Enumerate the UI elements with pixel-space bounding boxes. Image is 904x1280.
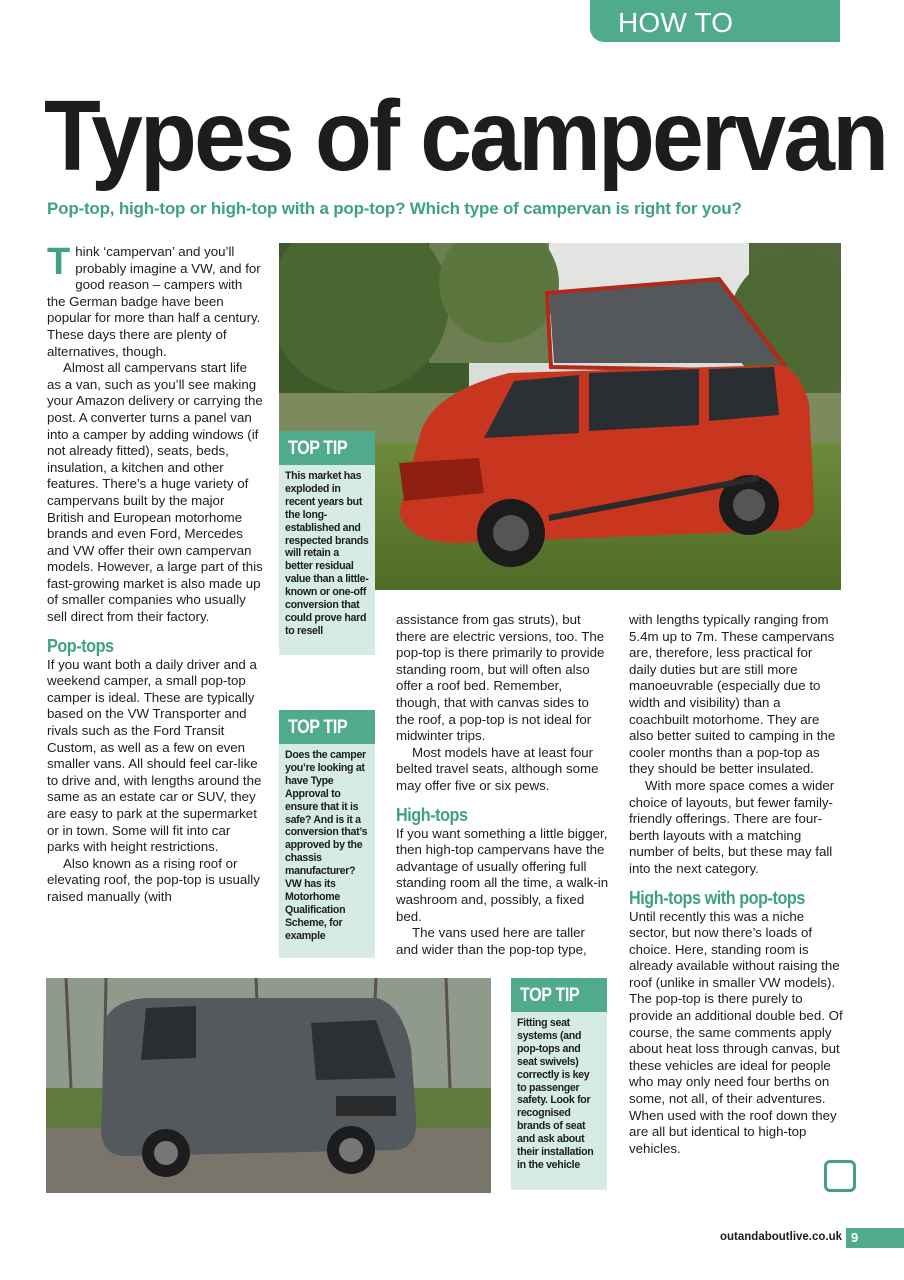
standfirst: Pop-top, high-top or high-top with a pop-top? Which type of campervan is right for you? [47,199,742,218]
poptops-paragraph-2: Also known as a rising roof or elevating roof, the pop-top is usually raised manually (with [47,855,260,904]
top-tip-text: Does the camper you’re looking at have Type Approval to ensure that it is safe? And is it a conversion that’s approved by the chassis manufacturer? VW has its Motorhome Qualification Scheme, for example [285,749,368,942]
hightops-continued-column [629,612,843,1157]
intro-column [47,241,263,906]
top-tip-box [279,710,375,958]
subhead-poptops: Pop-tops [47,635,114,656]
page-title: Types of campervan [44,80,887,192]
drop-cap: T [47,241,71,283]
end-of-article-marker [824,1160,856,1192]
poptops-continued-column [396,612,610,958]
poptops-paragraph: If you want both a daily driver and a weekend camper, a small pop-top camper is ideal. These are typically based on the VW Transporter and rivals such as the Ford Transit Custom, as well as a few on even smaller vans. All should feel car-like to drive and, with lengths around the same as an estate car or SUV, they are easy to park at the supermarket or in town. Some will fit into car parks with height restrictions. [47,656,262,855]
top-tip-box [511,978,607,1190]
photo-hightop-campervan [46,978,491,1193]
poptops-seats-paragraph: Most models have at least four belted travel seats, although some may offer five or six pews. [396,744,599,793]
top-tip-heading: TOP TIP [511,978,607,1012]
footer-website: outandaboutlive.co.uk [720,1231,843,1243]
hightop-van-illustration [46,978,491,1193]
intro-paragraph: Think ‘campervan’ and you’ll probably imagine a VW, and for good reason – campers with the German badge have been popular for more than half a century. These days there are plenty of alternatives, though. [47,241,261,359]
intro-paragraph-2: Almost all campervans start life as a van, such as you’ll see making your Amazon delivery or carrying the post. A converter turns a panel van into a camper by adding windows (if not already fitted), seats, beds, insulation, a kitchen and other features. There’s a huge variety of campervans built by the major British and European motorhome brands and even Ford, Mercedes and VW offer their own campervan models. However, a large part of this fast-growing market is also made up of smaller companies who usually sell direct from their factory. [47,360,263,625]
hightops-poptops-paragraph: Until recently this was a niche sector, but now there’s loads of choice. Here, standing room is already available without raising the roof (unlike in smaller VW models). The pop-top is there purely to provide an additional double bed. Of course, the same comments apply about heat loss through canvas, but these vehicles are ideal for people who may only need four berths on some, not all, of their adventures. When used with the roof down they are all but identical to high-top vehicles. [629,908,843,1156]
subhead-hightops-with-poptops: High-tops with pop-tops [629,887,805,908]
top-tip-text: Fitting seat systems (and pop-tops and seat swivels) correctly is key to passenger safety. Look for recognised brands of seat and ask about their installation in the vehicle [517,1017,594,1171]
top-tip-text: This market has exploded in recent years but the long-established and respected brands will retain a better residual value than a little-known or one-off conversion that could prove hard to resell [285,470,369,637]
top-tip-heading: TOP TIP [279,431,375,465]
section-label: HOW TO CHOOSE [590,0,840,42]
top-tip-heading: TOP TIP [279,710,375,744]
top-tip-box [279,431,375,655]
poptops-continued-paragraph: assistance from gas struts), but there are electric versions, too. The pop-top is there primarily to provide standing room, but will often also offer a roof bed. Remember, though, that with canvas sides to the roof, a pop-top is not ideal for midwinter trips. [396,612,605,744]
subhead-hightops: High-tops [396,804,468,825]
hightops-paragraph-2: The vans used here are taller and wider than the pop-top type, [396,925,587,957]
hightops-continued-paragraph: with lengths typically ranging from 5.4m up to 7m. These campervans are, therefore, less practical for daily duties but are still more manoeuvrable (especially due to width and visibility) than a coachbuilt motorhome. They are also better suited to camping in the cooler months than a pop-top as they should be better insulated. [629,612,836,777]
page-number: 9 [846,1228,904,1248]
hightops-paragraph: If you want something a little bigger, then high-top campervans have the advantage of usually offering full standing room all the time, a walk-in washroom and, possibly, a fixed bed. [396,825,609,924]
layouts-paragraph: With more space comes a wider choice of layouts, but fewer family-friendly offerings. There are four-berth layouts with a matching number of belts, but these may fall into the next category. [629,777,835,876]
